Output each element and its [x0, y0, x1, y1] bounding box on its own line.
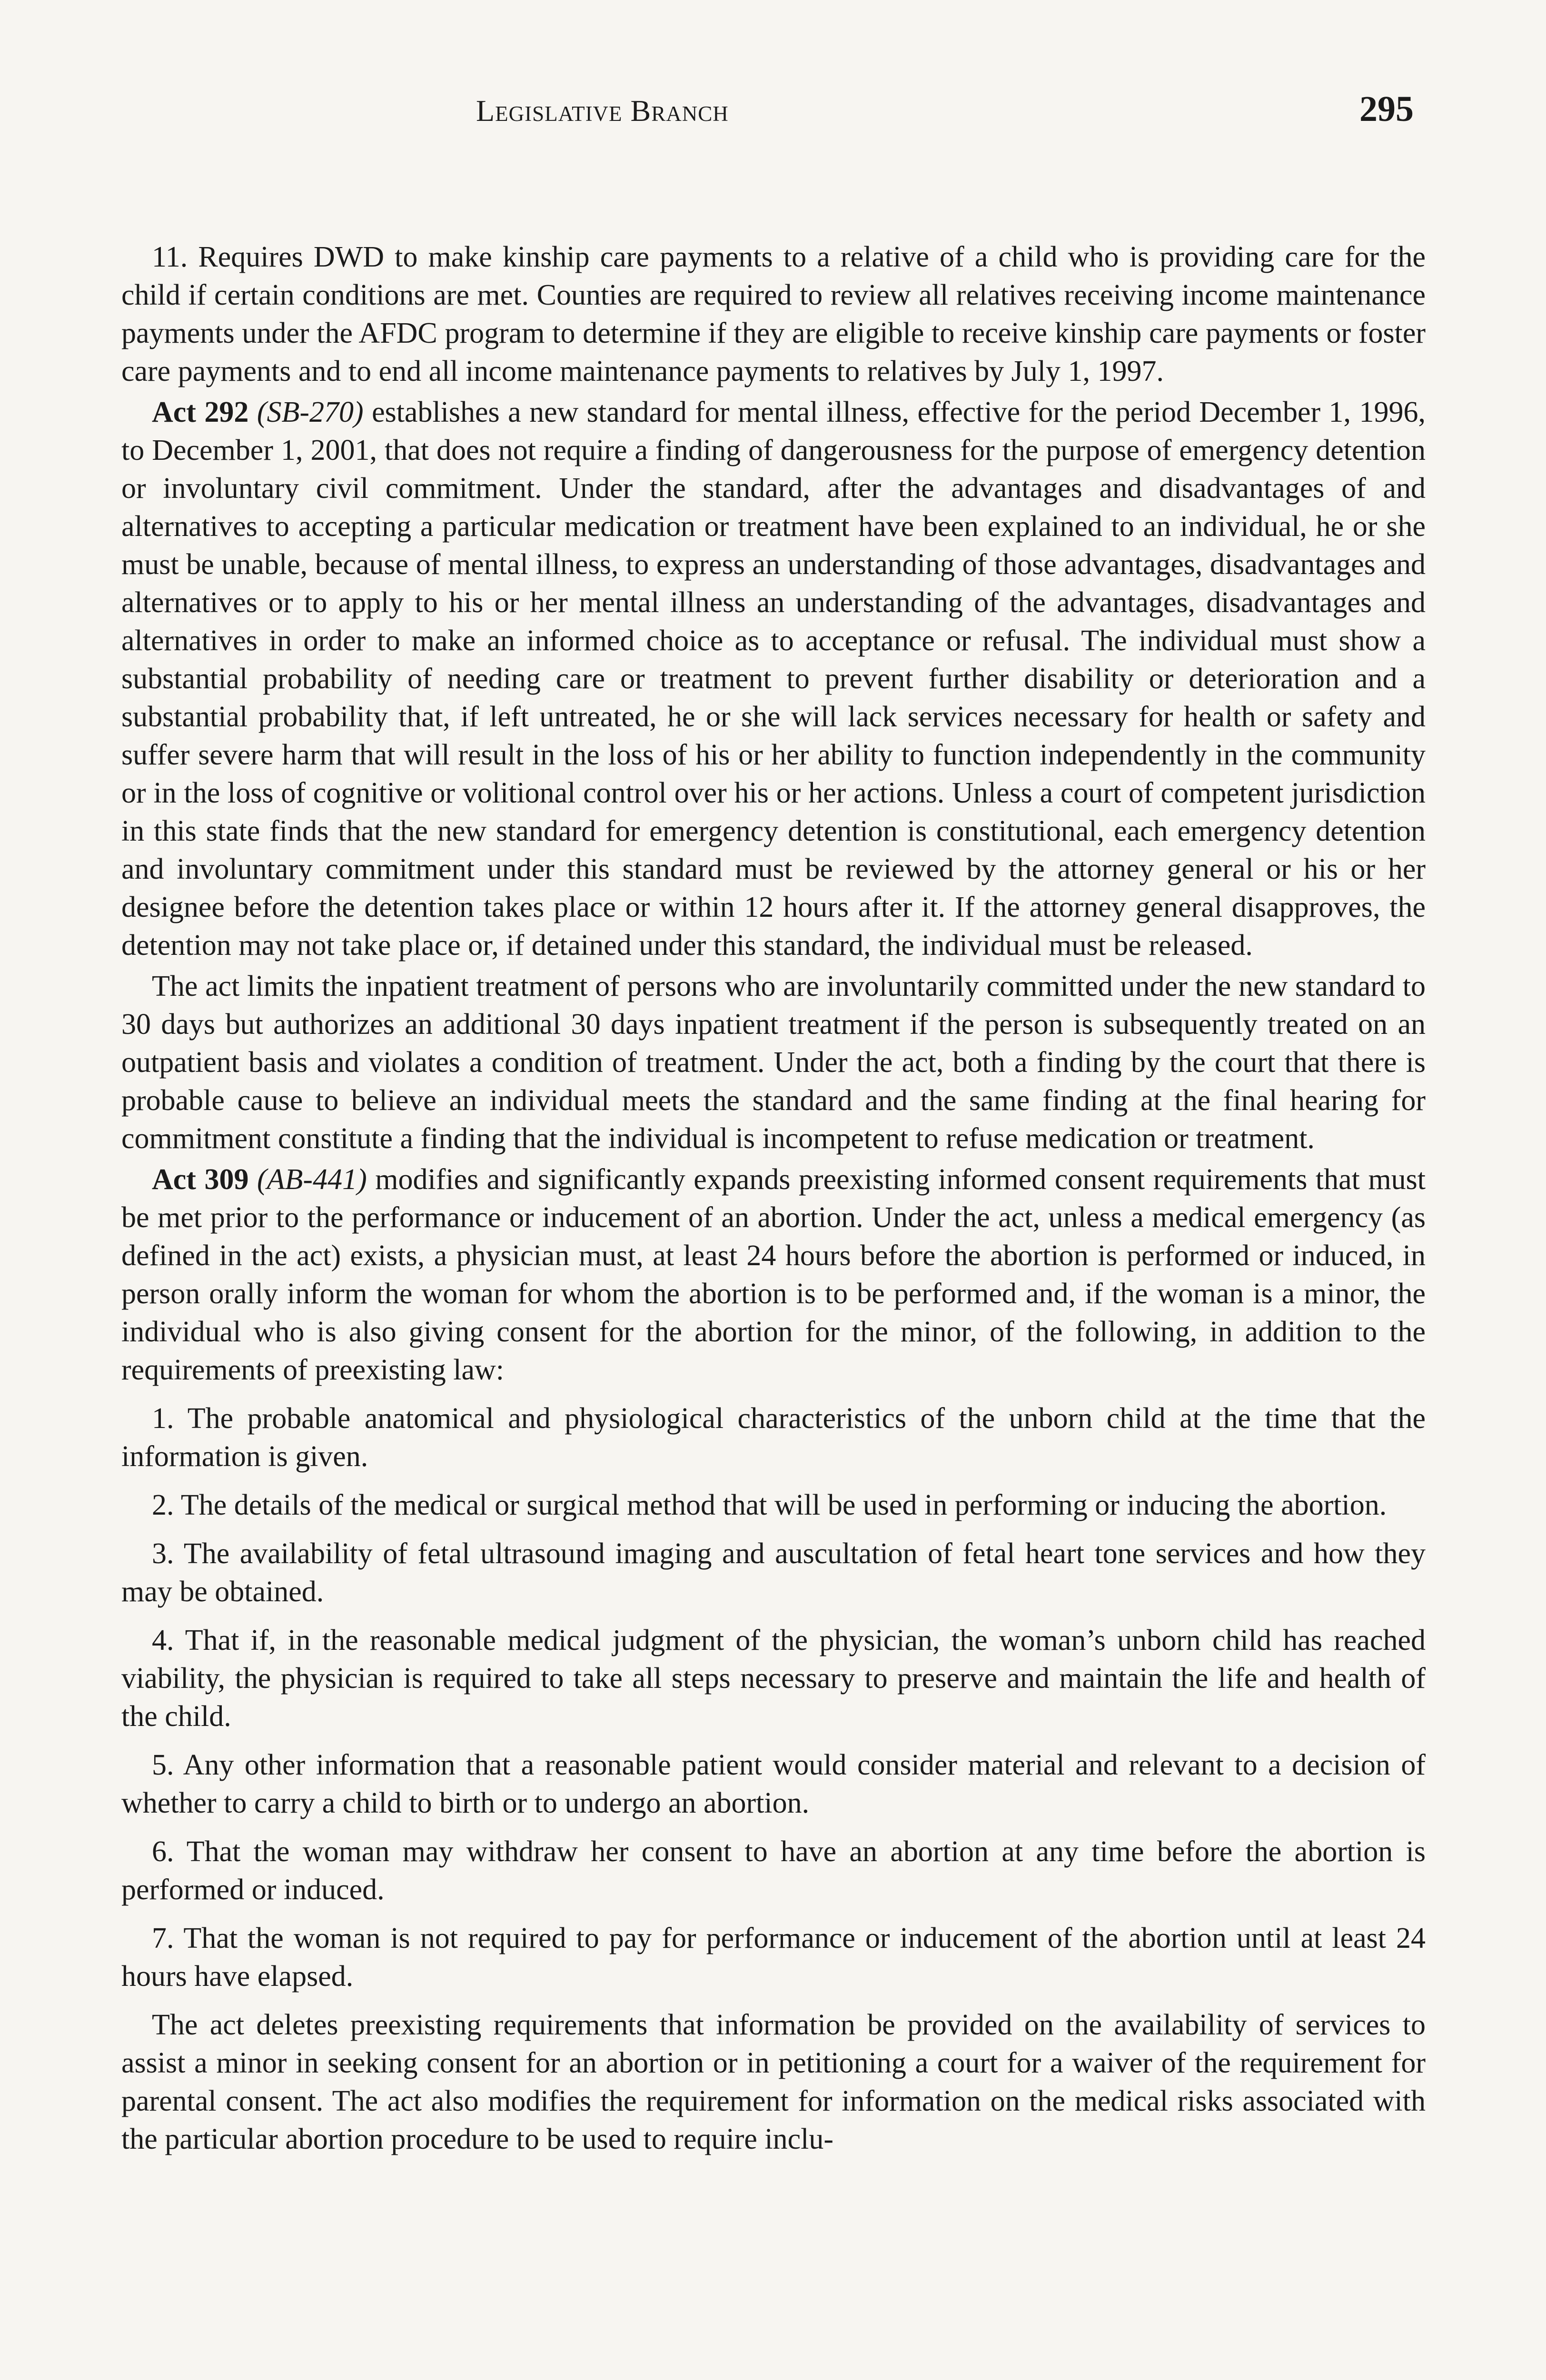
paragraph-act-309: [121, 1160, 1426, 1389]
act-292-bill: (SB-270): [257, 396, 364, 428]
page-header: [476, 89, 1414, 136]
act-309-label: Act 309: [152, 1163, 249, 1196]
act-309-text: modifies and significantly expands preexisting informed consent requirements that must be met prior to the performance or inducement of an abortion. Under the act, unless a medical emergency (as defined in the act) exists, a physician must, at least 24 hours before the abortion is performed or induced, in person orally inform the woman for whom the abortion is to be performed and, if the woman is a minor, the individual who is also giving consent for the abortion for the minor, of the following, in addition to the requirements of preexisting law:: [121, 1163, 1426, 1386]
paragraph-act-292-followup: The act limits the inpatient treatment of persons who are involuntarily committed under the new standard to 30 days but authorizes an additional 30 days inpatient treatment if the person is subsequently treated on an outpatient basis and violates a condition of treatment. Under the act, both a finding by the court that there is probable cause to believe an individual meets the standard and the same finding at the final hearing for commitment constitute a finding that the individual is incompetent to refuse medication or treatment.: [121, 970, 1426, 1155]
list-item: 2. The details of the medical or surgical method that will be used in performing or inducing the abortion.: [152, 1489, 1387, 1521]
paragraph-act-292: [121, 393, 1426, 964]
list-item: 5. Any other information that a reasonable patient would consider material and relevant to a decision of whether to carry a child to birth or to undergo an abortion.: [121, 1749, 1426, 1819]
body-text: [121, 238, 1426, 2161]
list-item: 1. The probable anatomical and physiological characteristics of the unborn child at the time that the information is given.: [121, 1402, 1426, 1473]
act-292-text: establishes a new standard for mental illness, effective for the period December 1, 1996, to December 1, 2001, that does not require a finding of dangerousness for the purpose of emergency detention or involuntary civil commitment. Under the standard, after the advantages and disadvantages of and alternatives to accepting a particular medication or treatment have been explained to an individual, he or she must be unable, because of mental illness, to express an understanding of those advantages, disadvantages and alternatives or to apply to his or her mental illness an understanding of the advantages, disadvantages and alternatives in order to make an informed choice as to acceptance or refusal. The individual must show a substantial probability of needing care or treatment to prevent further disability or deterioration and a substantial probability that, if left untreated, he or she will lack services necessary for health or safety and suffer severe harm that will result in the loss of his or her ability to function independently in the community or in the loss of cognitive or volitional control over his or her actions. Unless a court of competent jurisdiction in this state finds that the new standard for emergency detention is constitutional, each emergency detention and involuntary commitment under this standard must be reviewed by the attorney general or his or her designee before the detention takes place or within 12 hours after it. If the attorney general disapproves, the detention may not take place or, if detained under this standard, the individual must be released.: [121, 396, 1426, 962]
list-item: 7. That the woman is not required to pay for performance or inducement of the abortion until at least 24 hours have elapsed.: [121, 1922, 1426, 1993]
list-item: 4. That if, in the reasonable medical judgment of the physician, the woman’s unborn child has reached viability, the physician is required to take all steps necessary to preserve and maintain the life and health of the child.: [121, 1624, 1426, 1733]
act-309-bill: (AB-441): [257, 1163, 367, 1196]
running-title: Legislative Branch: [476, 94, 729, 128]
paragraph-item-11: 11. Requires DWD to make kinship care payments to a relative of a child who is providing care for the child if certain conditions are met. Counties are required to review all relatives receiving income maintenance payments under the AFDC program to determine if they are eligible to receive kinship care payments or foster care payments and to end all income maintenance payments to relatives by July 1, 1997.: [121, 241, 1426, 387]
list-item: 6. That the woman may withdraw her consent to have an abortion at any time before the abortion is performed or induced.: [121, 1835, 1426, 1906]
page-number: 295: [1359, 89, 1414, 129]
list-item: 3. The availability of fetal ultrasound imaging and auscultation of fetal heart tone services and how they may be obtained.: [121, 1537, 1426, 1608]
paragraph-closing: The act deletes preexisting requirements that information be provided on the availability of services to assist a minor in seeking consent for an abortion or in petitioning a court for a waiver of the requirement for parental consent. The act also modifies the requirement for information on the medical risks associated with the particular abortion procedure to be used to require inclu-: [121, 2009, 1426, 2155]
act-292-label: Act 292: [152, 396, 249, 428]
